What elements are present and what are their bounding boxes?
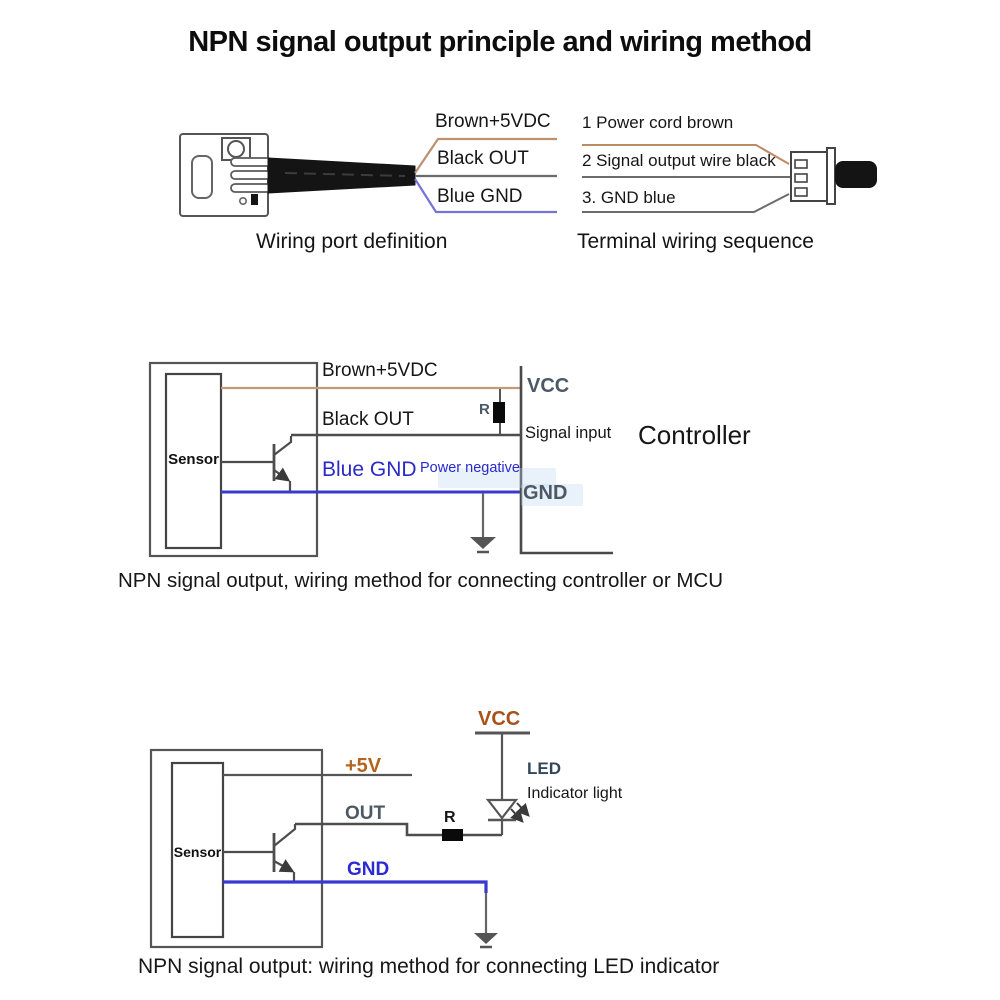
- wire-label-blue: Blue GND: [437, 186, 523, 207]
- label-black-out: Black OUT: [322, 409, 414, 430]
- transistor-emitter: [274, 861, 292, 871]
- resistor-body: [442, 829, 463, 841]
- connector-pin: [795, 174, 807, 182]
- label-resistor-r: R: [479, 401, 490, 418]
- label-controller: Controller: [638, 420, 751, 450]
- page-title: NPN signal output principle and wiring method: [188, 26, 812, 58]
- caption-middle: NPN signal output, wiring method for connecting controller or MCU: [118, 569, 724, 592]
- resistor-body: [493, 402, 505, 423]
- cable-sheath: [268, 158, 415, 193]
- label-brown-5vdc: Brown+5VDC: [322, 360, 438, 381]
- connector-flange: [827, 148, 835, 204]
- label-vcc: VCC: [527, 375, 570, 397]
- sensor-label: Sensor: [168, 451, 219, 468]
- connector-pin: [795, 188, 807, 196]
- wire-gnd-blue: [223, 882, 486, 893]
- caption-wiring-port: Wiring port definition: [256, 230, 448, 253]
- ground-icon: [470, 537, 496, 549]
- caption-terminal-sequence: Terminal wiring sequence: [577, 230, 814, 253]
- label-signal-input: Signal input: [525, 424, 612, 442]
- caption-bottom: NPN signal output: wiring method for connecting LED indicator: [138, 955, 720, 978]
- label-power-negative: Power negative: [420, 460, 520, 476]
- label-resistor-r: R: [444, 809, 456, 826]
- wire-label-black: Black OUT: [437, 148, 529, 169]
- sensor-label: Sensor: [173, 844, 222, 860]
- transistor-emitter: [274, 470, 288, 480]
- wire-out: [295, 824, 442, 835]
- npn-transistor-icon: [223, 824, 295, 881]
- led-icon: [488, 800, 528, 835]
- connector-pin: [795, 160, 807, 168]
- label-gnd: GND: [523, 482, 568, 504]
- transistor-collector: [274, 824, 295, 846]
- npn-transistor-icon: [221, 436, 291, 491]
- led-light-arrow: [517, 803, 528, 815]
- label-indicator-light: Indicator light: [527, 785, 623, 802]
- label-gnd: GND: [347, 859, 390, 880]
- label-vcc: VCC: [478, 708, 521, 730]
- transistor-collector: [274, 436, 291, 455]
- terminal-label-3: 3. GND blue: [582, 188, 676, 207]
- wiring-port-device: [180, 134, 272, 216]
- device-pin: [231, 184, 272, 192]
- label-plus5v: +5V: [345, 755, 382, 777]
- bottom-schematic: [151, 733, 530, 947]
- wire-label-brown: Brown+5VDC: [435, 111, 551, 132]
- label-out: OUT: [345, 803, 386, 824]
- terminal-label-2: 2 Signal output wire black: [582, 151, 776, 170]
- device-pin: [231, 158, 272, 166]
- terminal-connector: [791, 148, 835, 204]
- label-blue-gnd: Blue GND: [322, 458, 417, 481]
- terminal-cable: [835, 161, 877, 188]
- device-pin: [231, 171, 272, 179]
- device-chip: [251, 194, 258, 205]
- ground-icon: [474, 933, 498, 944]
- label-led: LED: [527, 759, 561, 778]
- terminal-label-1: 1 Power cord brown: [582, 113, 734, 132]
